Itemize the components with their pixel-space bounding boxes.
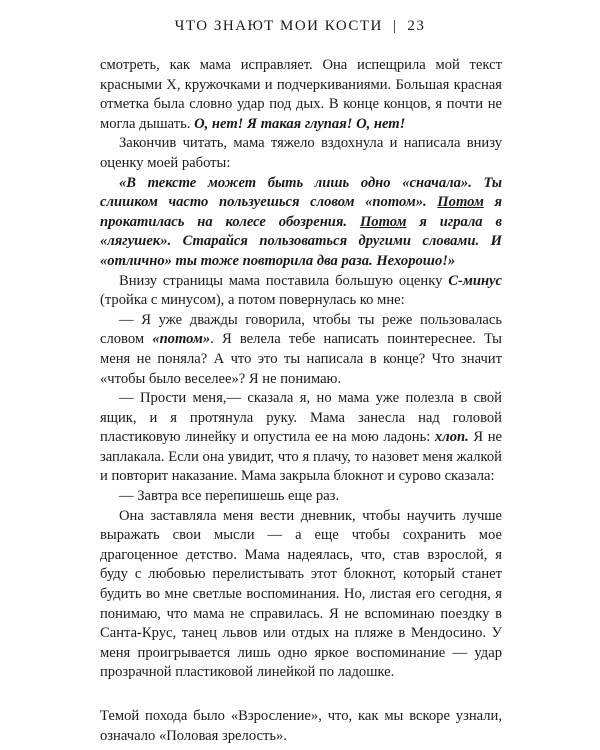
quote-part-1: «В тексте может быть лишь одно «сначала». Ты слишком часто пользуешься словом «потом».: [100, 174, 502, 211]
paragraph-6: — Завтра все перепишешь еще раз.: [119, 488, 340, 505]
paragraph-4-text-a: — Я уже дважды говорила, чтобы ты реже пользовалась словом: [100, 311, 502, 348]
paragraph-2: Закончив читать, мама тяжело вздохнула и написала внизу оценку моей работы:: [100, 135, 502, 171]
paragraph-1-text: смотреть, как мама исправляет. Она испещрила мой текст красными X, кружочками и подчеркиваниями. Большая красная отметка была словно удар под дых. В конце концов, я почти не могла дышать.: [100, 57, 502, 132]
mother-comment-quote: [100, 174, 502, 272]
paragraph-4-text-b: . Я велела тебе написать поинтереснее. Ты меня не поняла? А что это ты написала в конце? Что значит «чтобы было веселее»? Я не понимаю.: [100, 331, 502, 387]
quote-part-3: я играла в «лягушек». Старайся пользоваться другими словами. И «отлично» ты тоже повторила два раза. Нехорошо!»: [100, 213, 502, 269]
paragraph-4-emphasis: «потом»: [152, 331, 211, 348]
grade-label: С-минус: [448, 272, 502, 289]
paragraph-1-emphasis: О, нет! Я такая глупая! О, нет!: [194, 115, 406, 132]
body-text: [100, 56, 502, 746]
running-header: [0, 18, 600, 35]
quote-underlined-word-2: Потом: [359, 213, 407, 230]
paragraph-4: [100, 311, 502, 389]
paragraph-3-text-b: (тройка с минусом), а потом повернулась ко мне:: [100, 292, 405, 309]
paragraph-3: [100, 272, 502, 311]
paragraph-7: Она заставляла меня вести дневник, чтобы научить лучше выражать свои мысли — а еще чтобы сохранить мое драгоценное детство. Мама надеялась, что, став взрослой, я буду с любовью перелистывать этот блокнот, который станет будить во мне светлые воспоминания. Но, листая его сегодня, я понимаю, что мама не справилась. Я не вспоминаю поездку в Санта-Крус, танец львов или отдых на пляже в Мендосино. У меня проигрывается лишь одно яркое воспоминание — удар прозрачной пластиковой линейкой по ладошке.: [100, 507, 502, 681]
paragraph-5: [100, 389, 502, 487]
quote-part-2: я прокатилась на колесе обозрения.: [100, 194, 502, 230]
running-title: ЧТО ЗНАЮТ МОИ КОСТИ: [174, 18, 383, 34]
quote-underlined-word-1: Потом: [437, 194, 484, 211]
header-separator: |: [392, 18, 398, 34]
paragraph-5-emphasis: хлоп.: [434, 429, 469, 446]
paragraph-1: [100, 56, 502, 134]
paragraph-5-text-b: Я не заплакала. Если она увидит, что я плачу, то назовет меня жалкой и повторит наказание. Мама закрыла блокнот и сурово сказала:: [100, 429, 502, 485]
paragraph-3-text-a: Внизу страницы мама поставила большую оценку: [119, 272, 449, 289]
paragraph-8: Темой похода было «Взросление», что, как мы вскоре узнали, означало «Половая зрелость».: [100, 708, 502, 744]
paragraph-5-text-a: — Прости меня,— сказала я, но мама уже полезла в свой ящик, и я протянула руку. Мама занесла над головой пластиковую линейку и опустила ее на мою ладонь:: [100, 390, 502, 446]
page-number: 23: [407, 18, 426, 34]
